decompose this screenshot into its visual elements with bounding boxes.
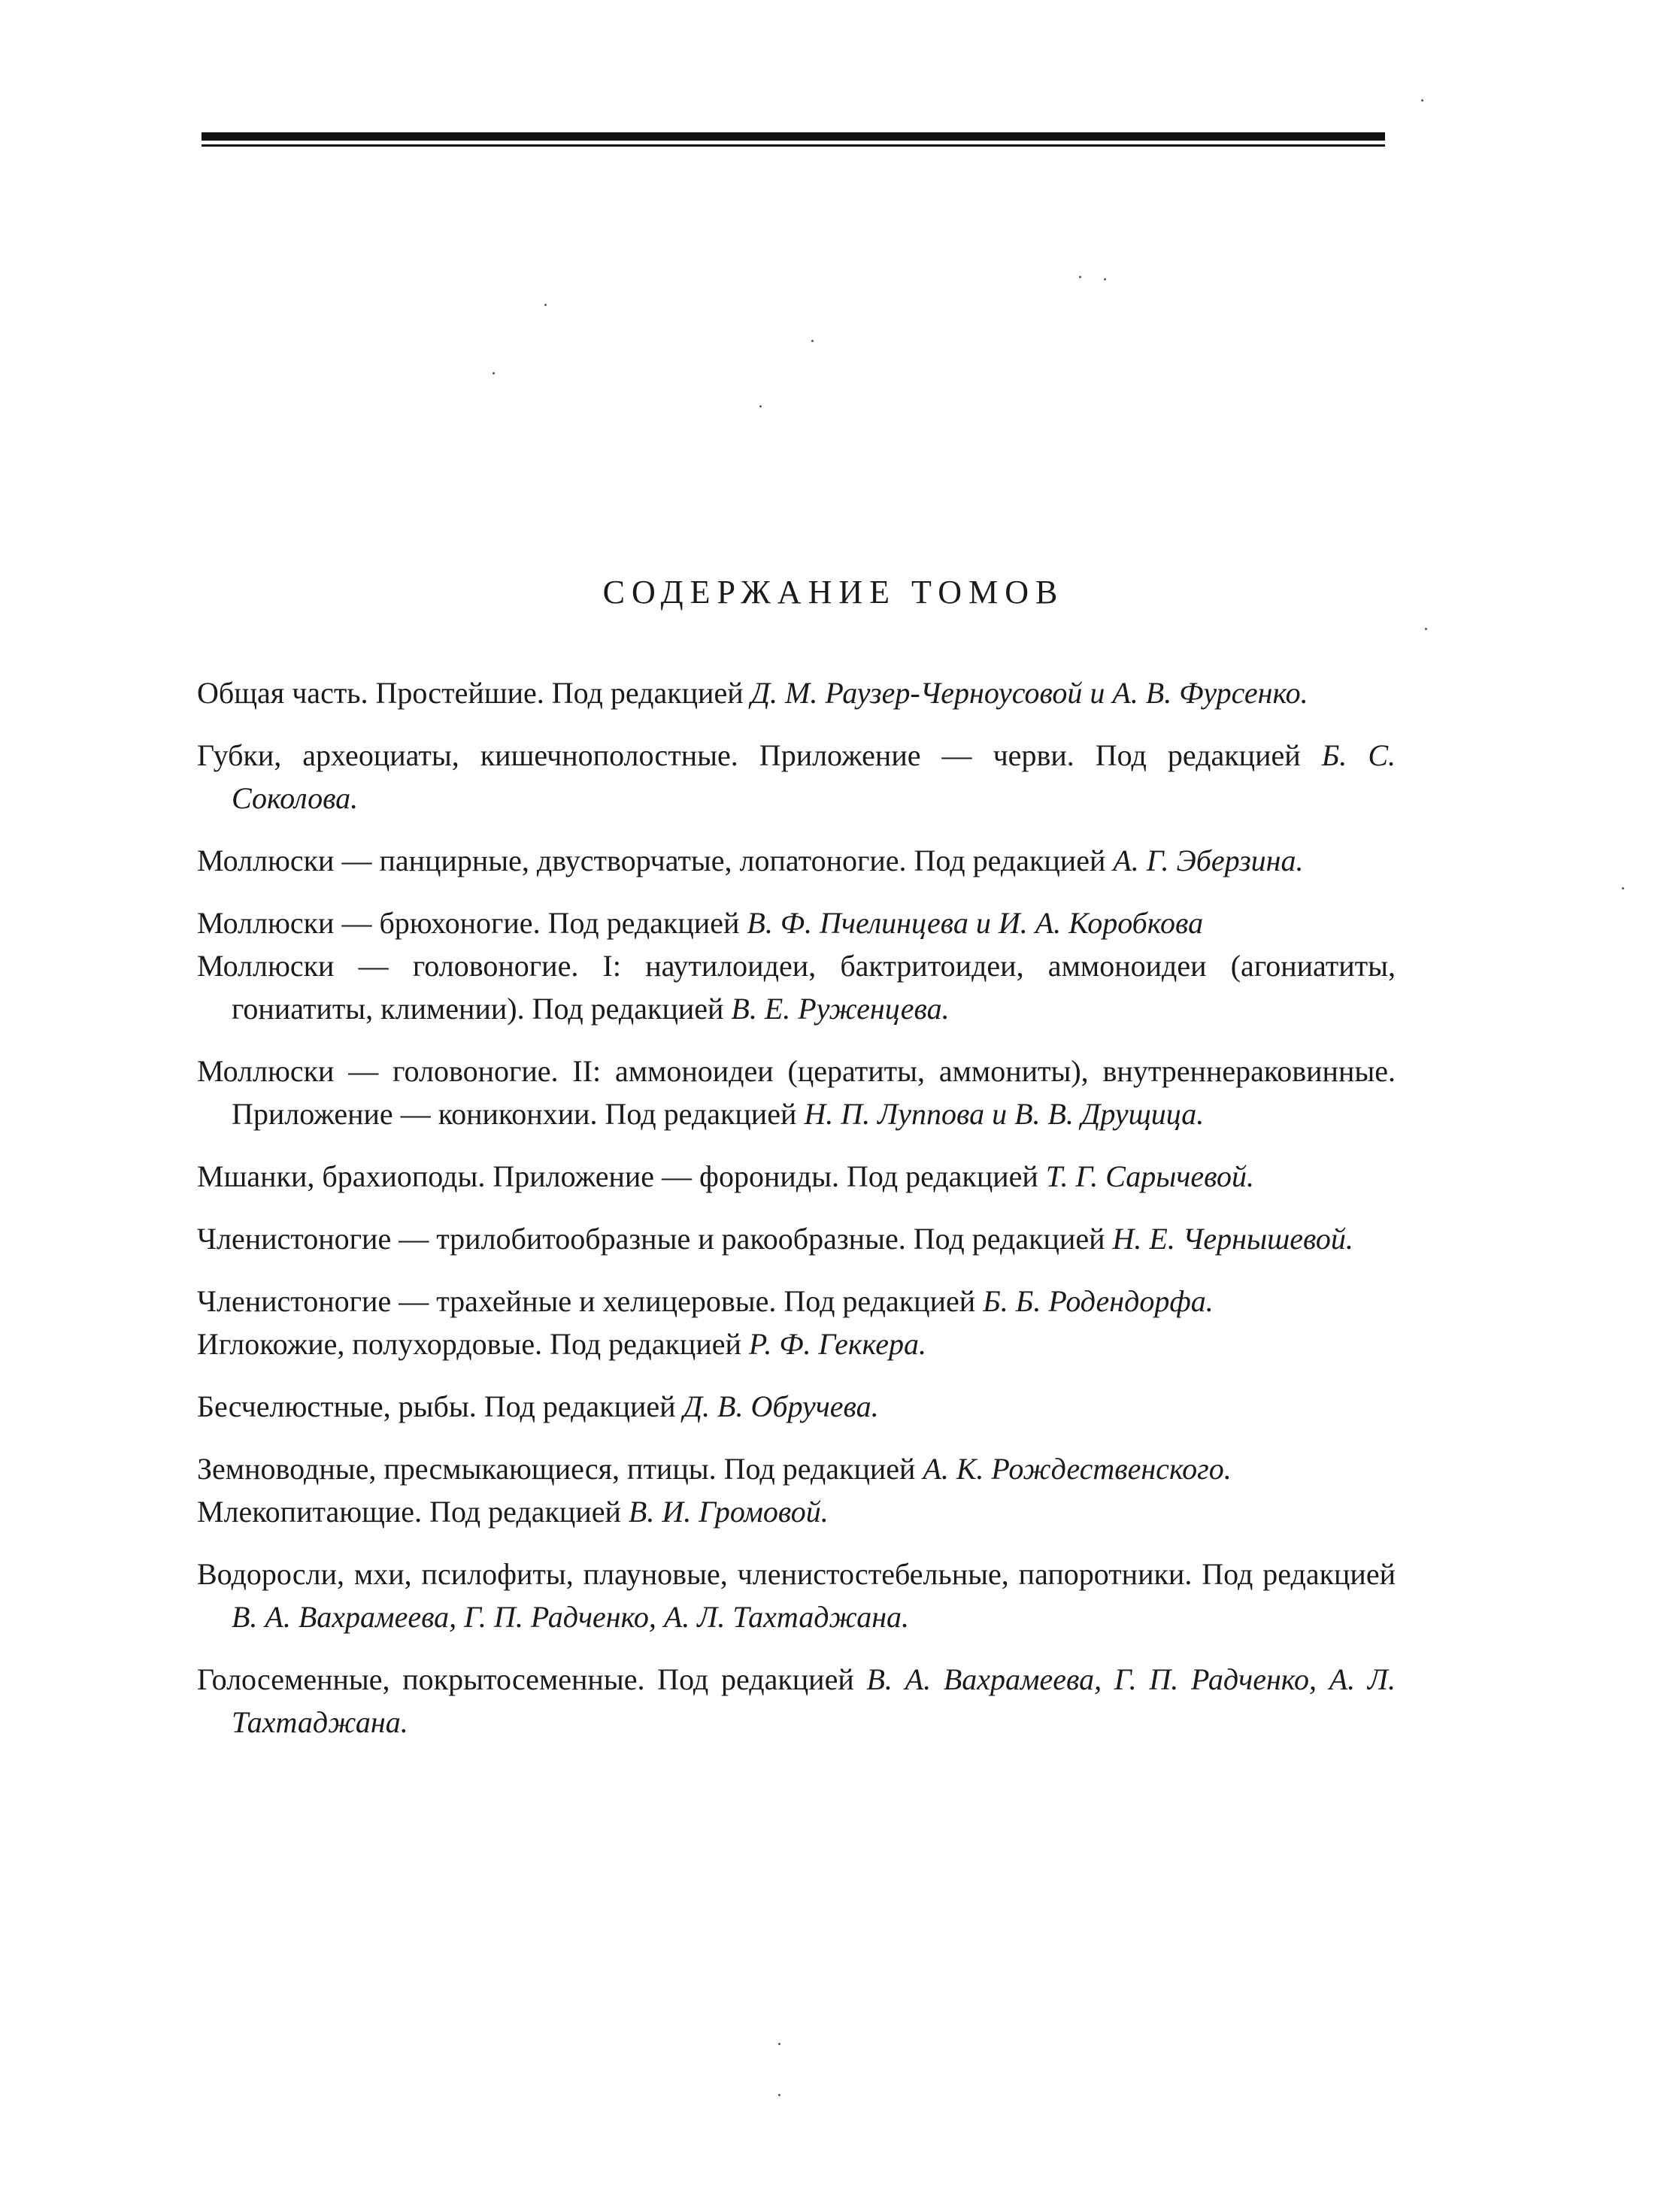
entry-text: Водоросли, мхи, псилофиты, плауновые, членистостебельные, папоротники. Под редакцией bbox=[197, 1557, 1396, 1591]
scan-speck bbox=[1104, 278, 1106, 280]
entry-text: Членистоногие — трилобитообразные и ракообразные. Под редакцией bbox=[197, 1222, 1113, 1256]
list-item bbox=[197, 901, 1396, 944]
list-item bbox=[197, 671, 1396, 714]
list-item bbox=[197, 944, 1396, 1030]
scan-speck bbox=[1079, 276, 1081, 278]
entry-text: Моллюски — головоногие. I: наутилоидеи, бактритоидеи, аммоноидеи (агониатиты, гониатиты, климении). Под редакцией bbox=[197, 949, 1396, 1026]
scan-speck bbox=[544, 304, 547, 306]
entry-editors: В. Е. Руженцева. bbox=[731, 992, 950, 1026]
header-rule-thick bbox=[202, 132, 1385, 141]
list-item bbox=[197, 1447, 1396, 1490]
entry-editors: В. А. Вахрамеева, Г. П. Радченко, А. Л. Тахтаджана. bbox=[232, 1662, 1396, 1739]
entry-editors: А. К. Рождественского. bbox=[923, 1452, 1232, 1486]
entry-text: Иглокожие, полухордовые. Под редакцией bbox=[197, 1327, 749, 1361]
list-item bbox=[197, 1553, 1396, 1638]
scan-speck bbox=[811, 340, 814, 342]
list-item bbox=[197, 1050, 1396, 1135]
entry-text: Членистоногие — трахейные и хелицеровые. Под редакцией bbox=[197, 1284, 984, 1318]
list-item bbox=[197, 734, 1396, 820]
entry-editors: В. И. Громовой. bbox=[628, 1495, 829, 1529]
scan-speck bbox=[778, 2094, 780, 2096]
entry-editors: Б. Б. Родендорфа. bbox=[983, 1284, 1214, 1318]
entry-text: Губки, археоциаты, кишечнополостные. Приложение — черви. Под редакцией bbox=[197, 738, 1322, 772]
list-item bbox=[197, 1217, 1396, 1260]
entry-editors: Д. М. Раузер-Черноусовой и А. В. Фурсенко. bbox=[750, 676, 1308, 710]
entry-text: Млекопитающие. Под редакцией bbox=[197, 1495, 629, 1529]
scan-speck bbox=[493, 372, 495, 374]
scan-speck bbox=[778, 2043, 780, 2045]
scan-speck bbox=[1421, 99, 1423, 102]
entry-text: Моллюски — брюхоногие. Под редакцией bbox=[197, 906, 747, 940]
entry-text: Мшанки, брахиоподы. Приложение — форониды. Под редакцией bbox=[197, 1159, 1046, 1193]
scan-speck bbox=[1425, 628, 1427, 630]
entry-text: Бесчелюстные, рыбы. Под редакцией bbox=[197, 1389, 683, 1423]
entry-editors: Р. Ф. Геккера. bbox=[748, 1327, 926, 1361]
entry-text: Общая часть. Простейшие. Под редакцией bbox=[197, 676, 751, 710]
list-item bbox=[197, 1323, 1396, 1365]
entry-editors: В. А. Вахрамеева, Г. П. Радченко, А. Л. Тахтаджана. bbox=[232, 1600, 910, 1634]
entry-text: Моллюски — головоногие. II: аммоноидеи (цератиты, аммониты), внутреннераковинные. Приложение — кониконхии. Под редакцией bbox=[197, 1054, 1396, 1131]
scan-speck bbox=[1622, 887, 1624, 889]
list-item bbox=[197, 1155, 1396, 1198]
entry-editors: Б. С. Соколова. bbox=[232, 738, 1396, 815]
volumes-list bbox=[197, 671, 1396, 1744]
page-title: СОДЕРЖАНИЕ ТОМОВ bbox=[602, 574, 1065, 611]
entry-text: Голосеменные, покрытосеменные. Под редакцией bbox=[197, 1662, 867, 1696]
list-item bbox=[197, 1490, 1396, 1533]
entry-text: Земноводные, пресмыкающиеся, птицы. Под редакцией bbox=[197, 1452, 923, 1486]
list-item bbox=[197, 1658, 1396, 1744]
entry-editors: Т. Г. Сарычевой. bbox=[1045, 1159, 1255, 1193]
entry-text: Моллюски — панцирные, двустворчатые, лопатоногие. Под редакцией bbox=[197, 844, 1114, 877]
header-rule-thin bbox=[202, 144, 1385, 147]
entry-editors: Н. Е. Чернышевой. bbox=[1112, 1222, 1353, 1256]
entry-editors: А. Г. Эберзина. bbox=[1113, 844, 1304, 877]
scan-speck bbox=[759, 405, 762, 408]
list-item bbox=[197, 1385, 1396, 1428]
list-item bbox=[197, 839, 1396, 882]
entry-editors: Н. П. Луппова и В. В. Друщица. bbox=[804, 1097, 1205, 1131]
entry-editors: Д. В. Обручева. bbox=[683, 1389, 879, 1423]
entry-editors: В. Ф. Пчелинцева и И. А. Коробкова bbox=[747, 906, 1204, 940]
list-item bbox=[197, 1280, 1396, 1323]
